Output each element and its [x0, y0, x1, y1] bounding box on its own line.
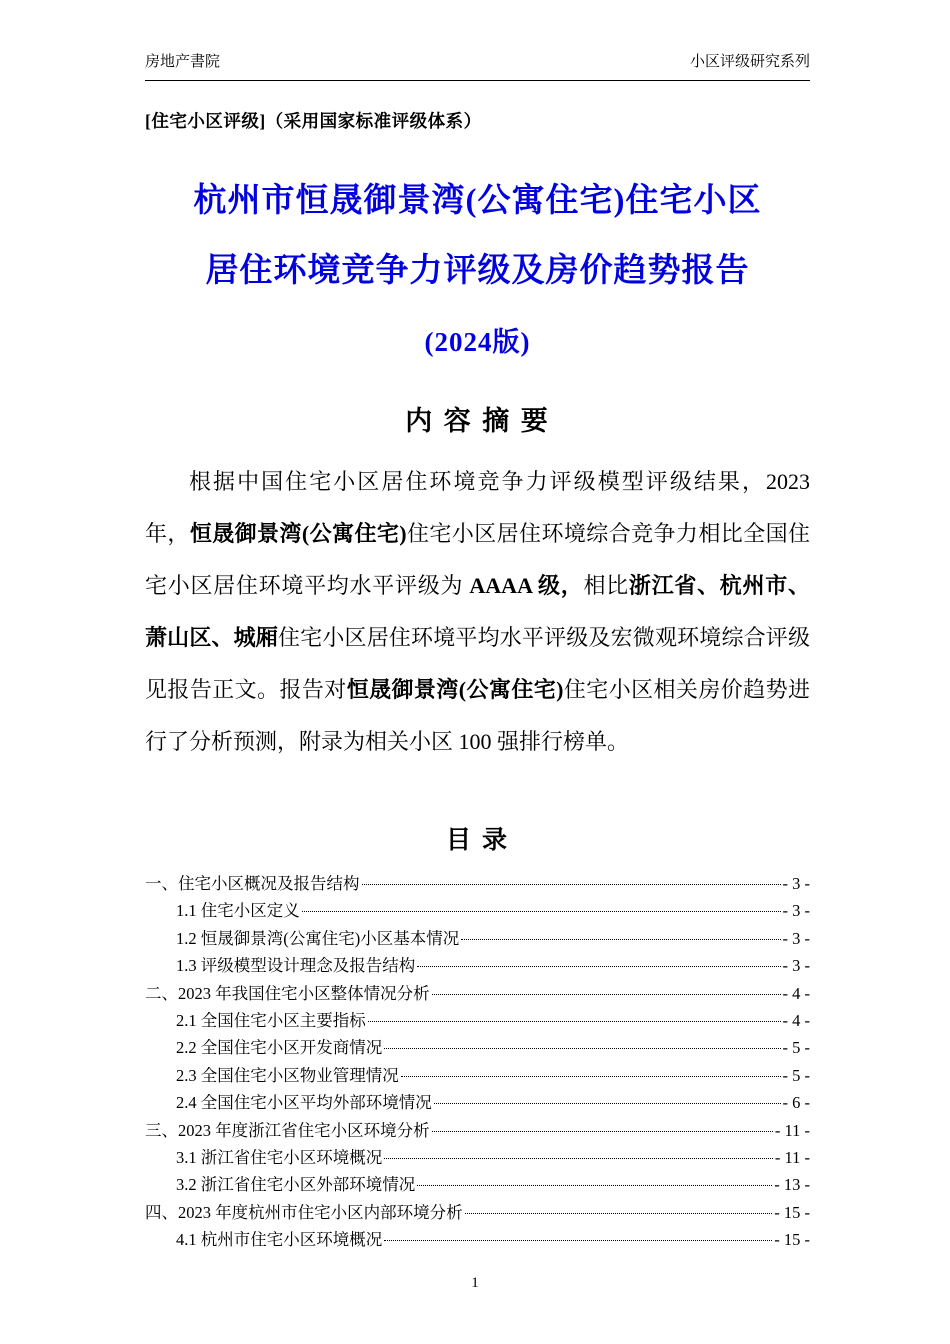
toc-entry-label: 四、2023 年度杭州市住宅小区内部环境分析 [145, 1202, 463, 1222]
toc-page-number: - 11 - [774, 1120, 810, 1140]
toc-leader-dots [384, 1158, 773, 1159]
toc-page-number: - 6 - [782, 1093, 810, 1113]
toc-page-number: - 3 - [782, 874, 810, 893]
toc-entry-label: 4.1 杭州市住宅小区环境概况 [176, 1230, 383, 1250]
toc-leader-dots [302, 911, 781, 912]
summary-segment: 住宅小区相关房价趋势进行了分析预测，附录为相关小区 100 强排行榜单。 [145, 677, 810, 754]
report-series-subtitle: [住宅小区评级]（采用国家标准评级体系） [145, 111, 482, 131]
toc-row [145, 897, 810, 924]
toc-leader-dots [368, 1021, 781, 1022]
toc-page-number: - 13 - [774, 1175, 810, 1195]
toc-leader-dots [417, 1185, 772, 1186]
toc-list [145, 870, 810, 1253]
toc-page-number: - 5 - [782, 1038, 810, 1058]
toc-entry-label: 1.3 评级模型设计理念及报告结构 [176, 956, 416, 976]
page-number-footer: 1 [471, 1275, 479, 1291]
toc-row [145, 1034, 810, 1061]
summary-segment: 住宅小区居住环境综合竞争力相比全国住宅小区居住环境平均水平评级为 [145, 521, 810, 598]
toc-leader-dots [401, 1076, 781, 1077]
toc-page-number: - 4 - [782, 983, 810, 1003]
toc-row [145, 870, 810, 897]
toc-leader-dots [434, 1103, 781, 1104]
report-title-line-1: 杭州市恒晟御景湾(公寓住宅)住宅小区 [193, 183, 762, 219]
summary-segment: 相比 [583, 573, 629, 598]
toc-leader-dots [384, 1048, 780, 1049]
toc-entry-label: 2.3 全国住宅小区物业管理情况 [176, 1065, 399, 1085]
toc-entry-label: 2.2 全国住宅小区开发商情况 [176, 1038, 383, 1058]
report-edition: (2024版) [424, 327, 531, 357]
toc-row [145, 1089, 810, 1116]
toc-leader-dots [461, 939, 780, 940]
summary-segment: AAAA 级， [469, 573, 584, 598]
toc-entry-label: 二、2023 年我国住宅小区整体情况分析 [145, 983, 430, 1003]
toc-row [145, 1199, 810, 1226]
toc-entry-label: 1.1 住宅小区定义 [176, 901, 300, 921]
toc-leader-dots [362, 884, 781, 885]
toc-leader-dots [432, 994, 781, 995]
header-left-text: 房地产書院 [145, 54, 221, 70]
toc-row [145, 1226, 810, 1253]
toc-row [145, 1171, 810, 1198]
toc-row [145, 952, 810, 979]
toc-row [145, 925, 810, 952]
report-title-line-2: 居住环境竞争力评级及房价趋势报告 [205, 253, 750, 289]
toc-page-number: - 3 - [782, 928, 810, 948]
toc-leader-dots [384, 1240, 772, 1241]
toc-entry-label: 3.1 浙江省住宅小区环境概况 [176, 1147, 383, 1167]
toc-row [145, 1117, 810, 1144]
toc-heading: 目 录 [446, 826, 509, 854]
toc-page-number: - 15 - [774, 1230, 810, 1250]
toc-row [145, 980, 810, 1007]
toc-leader-dots [432, 1131, 773, 1132]
toc-row [145, 1144, 810, 1171]
toc-page-number: - 15 - [774, 1202, 810, 1222]
toc-row [145, 1062, 810, 1089]
summary-segment: 根据中国住宅小区居住环境竞争力评级模型评级结果，2023 年， [145, 469, 810, 546]
toc-entry-label: 三、2023 年度浙江省住宅小区环境分析 [145, 1120, 430, 1140]
toc-entry-label: 3.2 浙江省住宅小区外部环境情况 [176, 1175, 416, 1195]
summary-paragraph [145, 456, 810, 768]
summary-heading: 内 容 摘 要 [405, 406, 550, 436]
toc-entry-label: 2.4 全国住宅小区平均外部环境情况 [176, 1093, 432, 1113]
page-header [145, 50, 810, 81]
toc-entry-label: 一、住宅小区概况及报告结构 [145, 874, 360, 893]
summary-segment: 浙江省、杭州市、萧山区、城厢 [145, 573, 810, 650]
toc-page-number: - 11 - [774, 1147, 810, 1167]
summary-segment: 恒晟御景湾(公寓住宅) [346, 677, 564, 702]
header-right-text: 小区评级研究系列 [689, 54, 810, 70]
summary-segment: 住宅小区居住环境平均水平评级及宏微观环境综合评级见报告正文。报告对 [145, 625, 810, 702]
toc-entry-label: 2.1 全国住宅小区主要指标 [176, 1010, 366, 1030]
report-title-block [145, 185, 810, 359]
toc-page-number: - 3 - [782, 901, 810, 921]
toc-leader-dots [417, 966, 780, 967]
summary-segment: 恒晟御景湾(公寓住宅) [189, 521, 407, 546]
toc-row [145, 1007, 810, 1034]
toc-page-number: - 5 - [782, 1065, 810, 1085]
toc-page-number: - 4 - [782, 1010, 810, 1030]
toc-entry-label: 1.2 恒晟御景湾(公寓住宅)小区基本情况 [176, 928, 460, 948]
toc-page-number: - 3 - [782, 956, 810, 976]
toc-leader-dots [465, 1213, 773, 1214]
